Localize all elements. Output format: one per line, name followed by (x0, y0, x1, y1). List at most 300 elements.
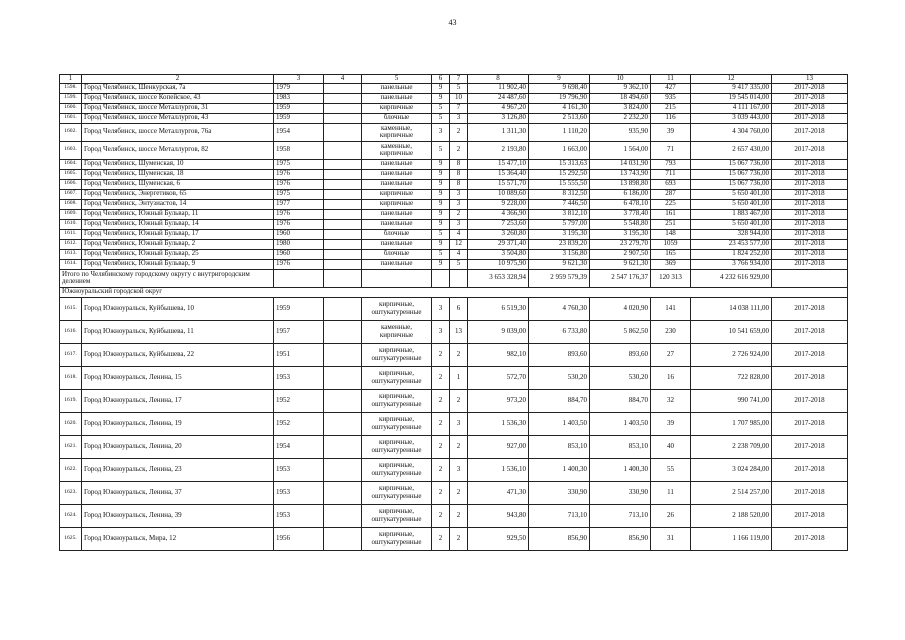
address-cell: Город Челябинск, Южный Бульвар, 2 (82, 239, 274, 249)
premises-area-cell: 15 292,50 (529, 169, 590, 179)
wall-material-cell: кирпичные (362, 103, 432, 113)
entrances-cell: 3 (450, 219, 468, 229)
residential-area-cell: 9 362,10 (590, 83, 651, 93)
entrances-cell: 6 (450, 297, 468, 320)
premises-area-cell: 893,60 (529, 343, 590, 366)
table-row (60, 103, 848, 113)
repair-period-cell: 2017-2018 (772, 249, 848, 259)
repair-period-cell: 2017-2018 (772, 179, 848, 189)
total-area-cell: 15 364,40 (468, 169, 529, 179)
row-number-cell: 1614. (60, 259, 82, 269)
residential-area-cell: 893,60 (590, 343, 651, 366)
empty-cell-cell (324, 435, 362, 458)
year-built-cell: 1983 (274, 93, 324, 103)
empty-cell-cell (324, 103, 362, 113)
repair-cost-cell: 1 707 985,00 (691, 412, 772, 435)
table-row (60, 343, 848, 366)
residents-cell: 793 (651, 159, 691, 169)
address-cell: Город Челябинск, Шуменская, 18 (82, 169, 274, 179)
column-number-1: 1 (60, 75, 82, 84)
address-cell: Город Южноуральск, Ленина, 15 (82, 366, 274, 389)
repair-cost-cell: 2 238 709,00 (691, 435, 772, 458)
column-number-3: 3 (274, 75, 324, 84)
year-built-cell: 1980 (274, 239, 324, 249)
row-number-cell: 1600. (60, 103, 82, 113)
residential-area-cell: 1 400,30 (590, 458, 651, 481)
repair-period-cell: 2017-2018 (772, 481, 848, 504)
wall-material-cell: блочные (362, 229, 432, 239)
table-row (60, 123, 848, 141)
address-cell: Город Челябинск, Шуменская, 10 (82, 159, 274, 169)
empty-cell-cell (324, 458, 362, 481)
repair-period-cell: 2017-2018 (772, 209, 848, 219)
table-row (60, 458, 848, 481)
total-area-cell: 15 477,10 (468, 159, 529, 169)
floors-cell: 9 (432, 209, 450, 219)
repair-period-cell: 2017-2018 (772, 343, 848, 366)
column-number-13: 13 (772, 75, 848, 84)
year-built-cell: 1952 (274, 389, 324, 412)
floors-cell: 9 (432, 199, 450, 209)
premises-area-cell: 856,90 (529, 527, 590, 550)
residents-cell: 161 (651, 209, 691, 219)
premises-area-cell: 2 513,60 (529, 113, 590, 123)
row-number-cell: 1607. (60, 189, 82, 199)
floors-cell: 3 (432, 297, 450, 320)
total-area-cell: 982,10 (468, 343, 529, 366)
floors-cell: 2 (432, 366, 450, 389)
address-cell: Город Южноуральск, Куйбышева, 10 (82, 297, 274, 320)
address-cell: Город Южноуральск, Ленина, 20 (82, 435, 274, 458)
repair-cost-cell: 10 541 659,00 (691, 320, 772, 343)
entrances-cell: 3 (450, 189, 468, 199)
entrances-cell: 2 (450, 435, 468, 458)
residential-area-cell: 713,10 (590, 504, 651, 527)
table-row (60, 435, 848, 458)
table-row (60, 412, 848, 435)
year-built-cell: 1953 (274, 458, 324, 481)
total-area-cell: 29 371,40 (468, 239, 529, 249)
register-table-body (60, 75, 848, 551)
entrances-cell: 3 (450, 458, 468, 481)
entrances-cell: 10 (450, 93, 468, 103)
empty-cell-cell (324, 239, 362, 249)
entrances-cell: 1 (450, 366, 468, 389)
row-number-cell: 1609. (60, 209, 82, 219)
total-area-cell: 3 653 328,94 (468, 269, 529, 287)
premises-area-cell: 8 312,50 (529, 189, 590, 199)
repair-period-cell: 2017-2018 (772, 83, 848, 93)
empty-cell-cell (324, 259, 362, 269)
address-cell: Город Челябинск, Энергетиков, 65 (82, 189, 274, 199)
year-built-cell: 1976 (274, 259, 324, 269)
row-number-cell: 1610. (60, 219, 82, 229)
empty-cell-cell (324, 179, 362, 189)
floors-cell: 9 (432, 169, 450, 179)
total-area-cell: 927,00 (468, 435, 529, 458)
wall-material-cell: кирпичные, оштукатуренные (362, 458, 432, 481)
table-row (60, 320, 848, 343)
wall-material-cell: кирпичные (362, 199, 432, 209)
table-row (60, 259, 848, 269)
empty-cell-cell (324, 412, 362, 435)
table-row (60, 229, 848, 239)
wall-material-cell: панельные (362, 219, 432, 229)
residential-area-cell: 3 824,00 (590, 103, 651, 113)
entrances-cell: 3 (450, 199, 468, 209)
repair-period-cell: 2017-2018 (772, 169, 848, 179)
entrances-cell: 8 (450, 169, 468, 179)
address-cell: Город Южноуральск, Ленина, 39 (82, 504, 274, 527)
repair-period-cell: 2017-2018 (772, 458, 848, 481)
floors-cell: 2 (432, 412, 450, 435)
premises-area-cell: 5 797,00 (529, 219, 590, 229)
entrances-cell: 2 (450, 209, 468, 219)
empty-cell-cell (324, 169, 362, 179)
repair-cost-cell: 328 944,00 (691, 229, 772, 239)
total-area-cell: 3 260,80 (468, 229, 529, 239)
empty-cell-cell (324, 123, 362, 141)
floors-cell: 2 (432, 481, 450, 504)
table-row (60, 93, 848, 103)
floors-cell: 2 (432, 343, 450, 366)
total-area-cell: 10 975,90 (468, 259, 529, 269)
total-area-cell: 572,70 (468, 366, 529, 389)
premises-area-cell: 23 839,20 (529, 239, 590, 249)
entrances-cell: 5 (450, 259, 468, 269)
row-number-cell: 1623. (60, 481, 82, 504)
residential-area-cell: 6 478,10 (590, 199, 651, 209)
repair-period-cell: 2017-2018 (772, 113, 848, 123)
row-number-cell: 1620. (60, 412, 82, 435)
column-number-5: 5 (362, 75, 432, 84)
year-built-cell: 1976 (274, 219, 324, 229)
wall-material-cell: кирпичные, оштукатуренные (362, 504, 432, 527)
premises-area-cell: 3 195,30 (529, 229, 590, 239)
address-cell: Город Южноуральск, Ленина, 23 (82, 458, 274, 481)
year-built-cell: 1975 (274, 189, 324, 199)
floors-cell: 9 (432, 189, 450, 199)
entrances-cell: 7 (450, 103, 468, 113)
floors-cell: 2 (432, 527, 450, 550)
column-number-row (60, 75, 848, 84)
repair-period-cell: 2017-2018 (772, 159, 848, 169)
total-area-cell: 1 536,10 (468, 458, 529, 481)
residential-area-cell: 6 186,00 (590, 189, 651, 199)
row-number-cell: 1618. (60, 366, 82, 389)
residential-area-cell: 1 564,00 (590, 141, 651, 159)
repair-period-cell: 2017-2018 (772, 297, 848, 320)
row-number-cell: 1624. (60, 504, 82, 527)
residents-cell: 369 (651, 259, 691, 269)
repair-cost-cell: 990 741,00 (691, 389, 772, 412)
year-built-cell: 1958 (274, 141, 324, 159)
residential-area-cell: 2 907,50 (590, 249, 651, 259)
row-number-cell: 1605. (60, 169, 82, 179)
repair-period-cell: 2017-2018 (772, 123, 848, 141)
total-area-cell: 15 571,70 (468, 179, 529, 189)
floors-cell: 2 (432, 389, 450, 412)
residential-area-cell: 13 898,80 (590, 179, 651, 189)
premises-area-cell: 884,70 (529, 389, 590, 412)
repair-cost-cell: 19 545 014,00 (691, 93, 772, 103)
repair-cost-cell: 15 067 736,00 (691, 169, 772, 179)
premises-area-cell: 6 733,80 (529, 320, 590, 343)
premises-area-cell: 1 403,50 (529, 412, 590, 435)
wall-material-cell: каменные, кирпичные (362, 123, 432, 141)
table-row (60, 159, 848, 169)
repair-cost-cell: 2 514 257,00 (691, 481, 772, 504)
column-number-7: 7 (450, 75, 468, 84)
table-row (60, 249, 848, 259)
empty-cell (274, 269, 324, 287)
wall-material-cell: панельные (362, 209, 432, 219)
repair-cost-cell: 5 650 401,00 (691, 189, 772, 199)
residential-area-cell: 5 548,80 (590, 219, 651, 229)
empty-cell-cell (324, 83, 362, 93)
empty-cell-cell (324, 481, 362, 504)
residents-cell: 11 (651, 481, 691, 504)
total-area-cell: 4 366,90 (468, 209, 529, 219)
residential-area-cell: 5 862,50 (590, 320, 651, 343)
address-cell: Город Южноуральск, Куйбышева, 11 (82, 320, 274, 343)
residential-area-cell: 9 621,30 (590, 259, 651, 269)
entrances-cell: 2 (450, 481, 468, 504)
row-number-cell: 1602. (60, 123, 82, 141)
repair-cost-cell: 3 039 443,00 (691, 113, 772, 123)
wall-material-cell: кирпичные, оштукатуренные (362, 389, 432, 412)
repair-period-cell: 2017-2018 (772, 199, 848, 209)
address-cell: Город Челябинск, Энтузиастов, 14 (82, 199, 274, 209)
entrances-cell: 8 (450, 159, 468, 169)
residents-cell: 31 (651, 527, 691, 550)
empty-cell-cell (324, 249, 362, 259)
wall-material-cell: панельные (362, 159, 432, 169)
premises-area-cell: 15 313,63 (529, 159, 590, 169)
floors-cell: 5 (432, 249, 450, 259)
repair-cost-cell: 1 824 252,00 (691, 249, 772, 259)
entrances-cell: 3 (450, 412, 468, 435)
year-built-cell: 1979 (274, 83, 324, 93)
address-cell: Город Челябинск, Шуменская, 6 (82, 179, 274, 189)
premises-area-cell: 713,10 (529, 504, 590, 527)
row-number-cell: 1598. (60, 83, 82, 93)
repair-period-cell: 2017-2018 (772, 366, 848, 389)
residential-area-cell: 3 778,40 (590, 209, 651, 219)
repair-period-cell: 2017-2018 (772, 320, 848, 343)
premises-area-cell: 19 796,90 (529, 93, 590, 103)
premises-area-cell: 15 555,50 (529, 179, 590, 189)
entrances-cell: 2 (450, 389, 468, 412)
row-number-cell: 1599. (60, 93, 82, 103)
total-area-cell: 1 311,30 (468, 123, 529, 141)
residents-cell: 71 (651, 141, 691, 159)
row-number-cell: 1611. (60, 229, 82, 239)
wall-material-cell: каменные, кирпичные (362, 320, 432, 343)
floors-cell: 9 (432, 219, 450, 229)
repair-cost-cell: 1 883 467,00 (691, 209, 772, 219)
row-number-cell: 1606. (60, 179, 82, 189)
residential-area-cell: 330,90 (590, 481, 651, 504)
year-built-cell: 1956 (274, 527, 324, 550)
total-area-cell: 1 536,30 (468, 412, 529, 435)
wall-material-cell: блочные (362, 249, 432, 259)
table-row (60, 219, 848, 229)
total-label-cell: Итого по Челябинскому городскому округу с внутригородским делением (60, 269, 274, 287)
repair-cost-cell: 9 417 335,00 (691, 83, 772, 93)
row-number-cell: 1615. (60, 297, 82, 320)
year-built-cell: 1954 (274, 435, 324, 458)
wall-material-cell: кирпичные, оштукатуренные (362, 435, 432, 458)
empty-cell (324, 269, 362, 287)
premises-area-cell: 7 446,50 (529, 199, 590, 209)
row-number-cell: 1608. (60, 199, 82, 209)
repair-period-cell: 2017-2018 (772, 239, 848, 249)
address-cell: Город Южноуральск, Ленина, 17 (82, 389, 274, 412)
year-built-cell: 1953 (274, 366, 324, 389)
empty-cell-cell (324, 93, 362, 103)
residents-cell: 230 (651, 320, 691, 343)
total-area-cell: 7 253,60 (468, 219, 529, 229)
premises-area-cell: 1 110,20 (529, 123, 590, 141)
year-built-cell: 1959 (274, 113, 324, 123)
residents-cell: 427 (651, 83, 691, 93)
wall-material-cell: панельные (362, 169, 432, 179)
total-area-cell: 9 039,00 (468, 320, 529, 343)
address-cell: Город Челябинск, шоссе Металлургов, 43 (82, 113, 274, 123)
residents-cell: 148 (651, 229, 691, 239)
address-cell: Город Челябинск, Южный Бульвар, 25 (82, 249, 274, 259)
entrances-cell: 4 (450, 229, 468, 239)
floors-cell: 3 (432, 123, 450, 141)
wall-material-cell: каменные, кирпичные (362, 141, 432, 159)
table-row (60, 141, 848, 159)
column-number-10: 10 (590, 75, 651, 84)
premises-area-cell: 9 621,30 (529, 259, 590, 269)
repair-cost-cell: 4 111 167,00 (691, 103, 772, 113)
total-area-cell: 10 089,60 (468, 189, 529, 199)
column-number-9: 9 (529, 75, 590, 84)
address-cell: Город Челябинск, Южный Бульвар, 17 (82, 229, 274, 239)
row-number-cell: 1612. (60, 239, 82, 249)
entrances-cell: 2 (450, 527, 468, 550)
address-cell: Город Челябинск, шоссе Копейское, 43 (82, 93, 274, 103)
year-built-cell: 1959 (274, 103, 324, 113)
residents-cell: 287 (651, 189, 691, 199)
empty-cell-cell (324, 527, 362, 550)
empty-cell (450, 269, 468, 287)
residential-area-cell: 935,90 (590, 123, 651, 141)
repair-period-cell: 2017-2018 (772, 412, 848, 435)
total-area-cell: 973,20 (468, 389, 529, 412)
residents-cell: 40 (651, 435, 691, 458)
total-area-cell: 9 228,00 (468, 199, 529, 209)
total-area-cell: 4 967,20 (468, 103, 529, 113)
address-cell: Город Южноуральск, Куйбышева, 22 (82, 343, 274, 366)
table-row (60, 504, 848, 527)
wall-material-cell: кирпичные, оштукатуренные (362, 527, 432, 550)
residents-cell: 225 (651, 199, 691, 209)
year-built-cell: 1953 (274, 481, 324, 504)
entrances-cell: 3 (450, 113, 468, 123)
address-cell: Город Челябинск, Шенкурская, 7а (82, 83, 274, 93)
row-number-cell: 1613. (60, 249, 82, 259)
empty-cell (432, 269, 450, 287)
residents-cell: 26 (651, 504, 691, 527)
premises-area-cell: 330,90 (529, 481, 590, 504)
repair-period-cell: 2017-2018 (772, 229, 848, 239)
empty-cell-cell (324, 189, 362, 199)
residents-cell: 165 (651, 249, 691, 259)
total-area-cell: 929,50 (468, 527, 529, 550)
address-cell: Город Южноуральск, Ленина, 19 (82, 412, 274, 435)
wall-material-cell: панельные (362, 83, 432, 93)
premises-area-cell: 4 760,30 (529, 297, 590, 320)
floors-cell: 5 (432, 229, 450, 239)
address-cell: Город Челябинск, Южный Бульвар, 9 (82, 259, 274, 269)
repair-period-cell: 2017-2018 (772, 219, 848, 229)
floors-cell: 5 (432, 103, 450, 113)
total-area-cell: 11 902,40 (468, 83, 529, 93)
year-built-cell: 1953 (274, 504, 324, 527)
total-residents-cell: 120 313 (651, 269, 691, 287)
wall-material-cell: кирпичные (362, 189, 432, 199)
repair-period-cell: 2017-2018 (772, 259, 848, 269)
residents-cell: 693 (651, 179, 691, 189)
floors-cell: 9 (432, 93, 450, 103)
floors-cell: 5 (432, 113, 450, 123)
residents-cell: 55 (651, 458, 691, 481)
row-number-cell: 1601. (60, 113, 82, 123)
premises-area-cell: 853,10 (529, 435, 590, 458)
empty-cell-cell (324, 320, 362, 343)
residents-cell: 39 (651, 412, 691, 435)
empty-cell-cell (324, 141, 362, 159)
column-number-6: 6 (432, 75, 450, 84)
repair-cost-cell: 2 726 924,00 (691, 343, 772, 366)
empty-cell (772, 269, 848, 287)
repair-cost-cell: 14 038 111,00 (691, 297, 772, 320)
repair-cost-cell: 4 304 760,00 (691, 123, 772, 141)
repair-cost-cell: 3 766 934,00 (691, 259, 772, 269)
table-row (60, 169, 848, 179)
total-area-cell: 943,80 (468, 504, 529, 527)
residents-cell: 251 (651, 219, 691, 229)
total-area-cell: 2 193,80 (468, 141, 529, 159)
premises-area-cell: 3 156,80 (529, 249, 590, 259)
row-number-cell: 1619. (60, 389, 82, 412)
year-built-cell: 1976 (274, 169, 324, 179)
row-number-cell: 1622. (60, 458, 82, 481)
year-built-cell: 1977 (274, 199, 324, 209)
repair-cost-cell: 3 024 284,00 (691, 458, 772, 481)
residents-cell: 116 (651, 113, 691, 123)
table-row (60, 239, 848, 249)
floors-cell: 9 (432, 83, 450, 93)
page-number: 43 (448, 18, 457, 27)
total-row (60, 269, 848, 287)
total-area-cell: 3 504,80 (468, 249, 529, 259)
repair-period-cell: 2017-2018 (772, 93, 848, 103)
repair-cost-cell: 15 067 736,00 (691, 179, 772, 189)
table-row (60, 179, 848, 189)
row-number-cell: 1625. (60, 527, 82, 550)
residential-area-cell: 14 031,90 (590, 159, 651, 169)
repair-period-cell: 2017-2018 (772, 141, 848, 159)
floors-cell: 2 (432, 458, 450, 481)
total-area-cell: 24 487,60 (468, 93, 529, 103)
entrances-cell: 4 (450, 249, 468, 259)
